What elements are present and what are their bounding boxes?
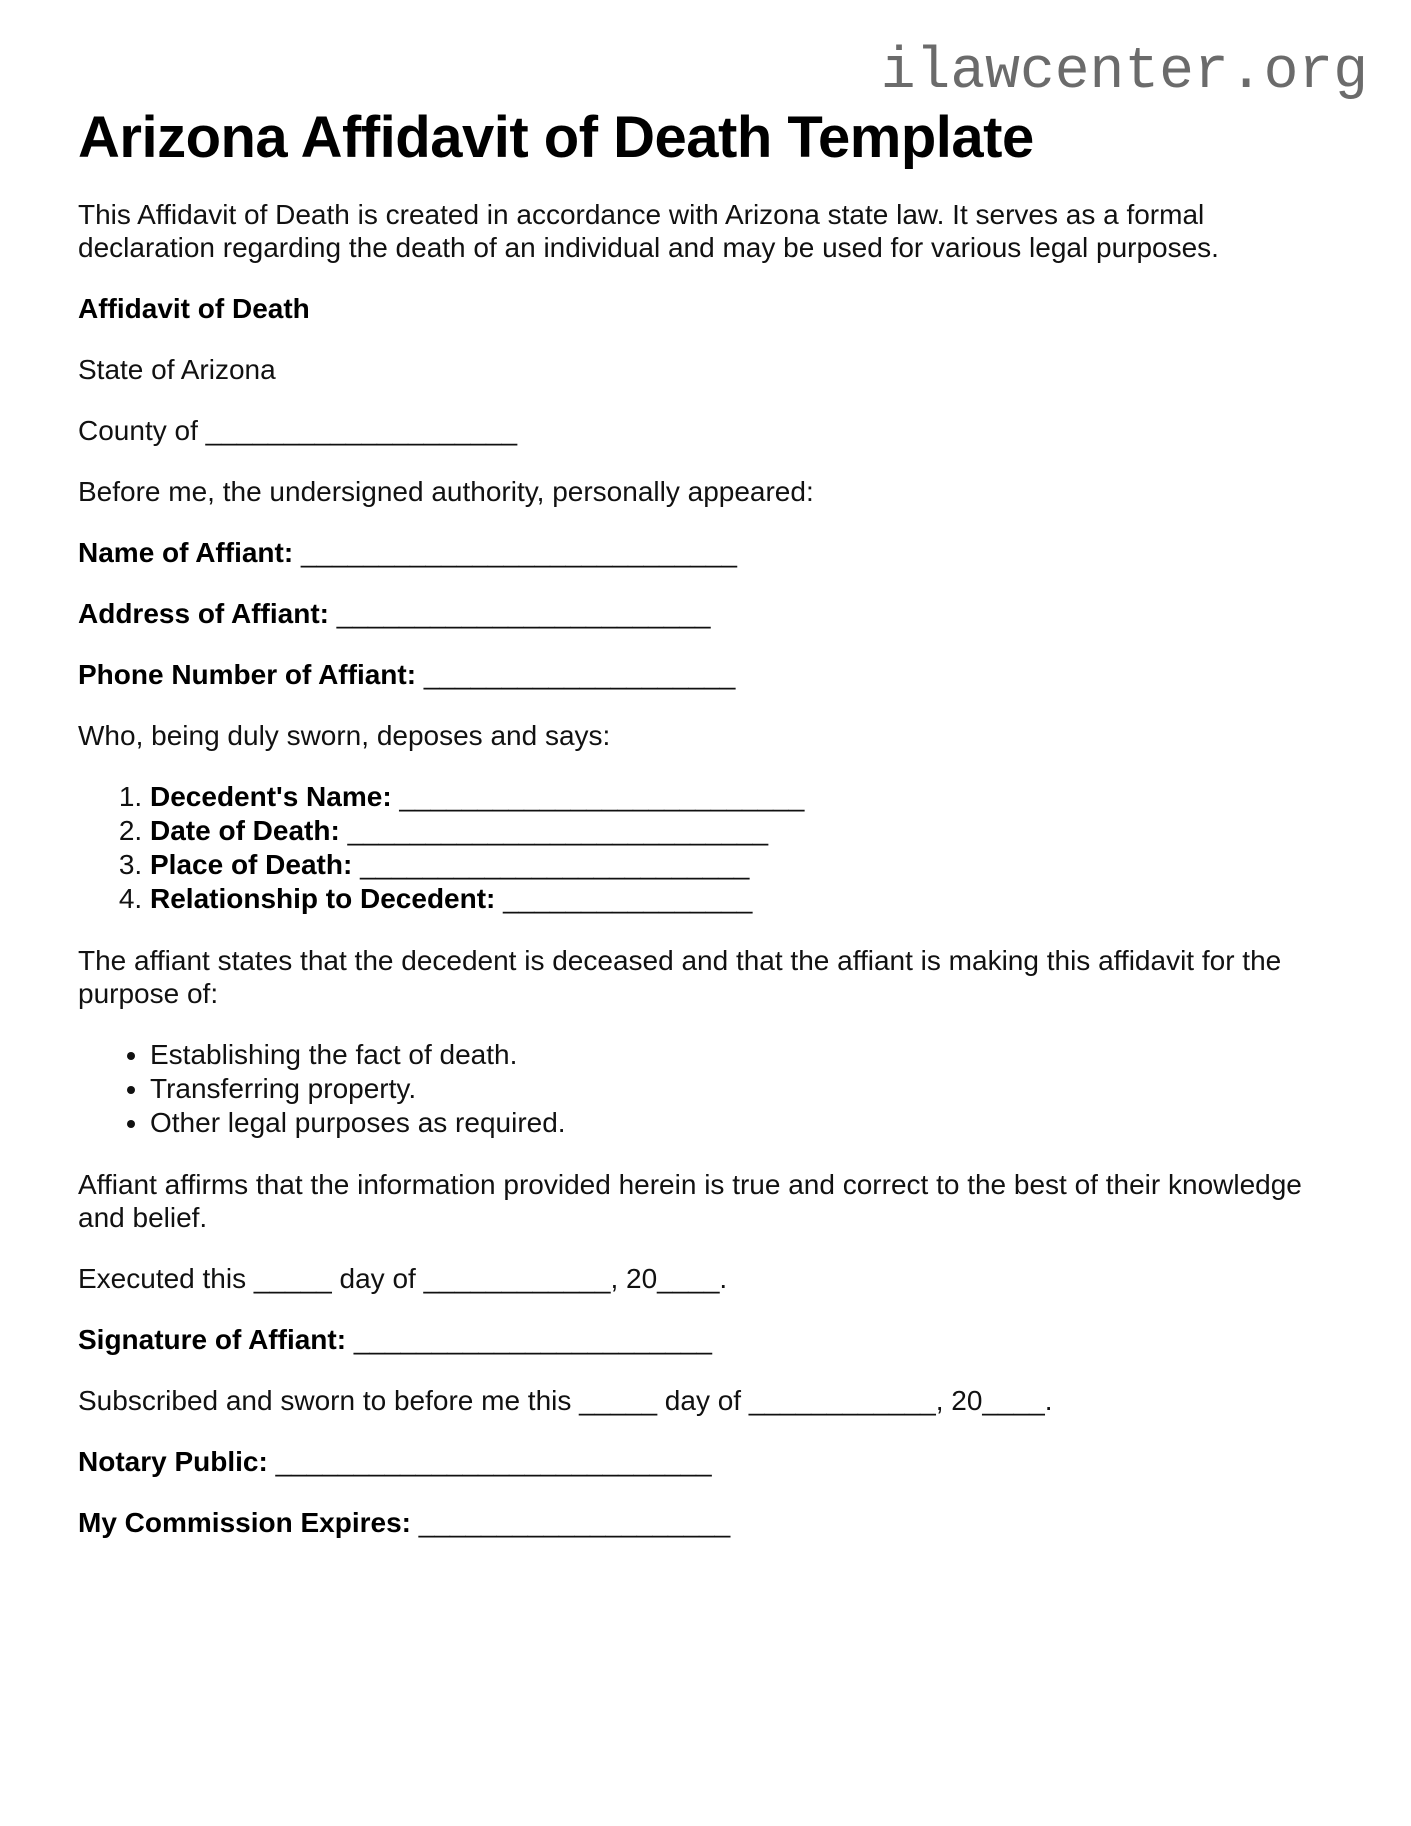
list-item: • Transferring property.: [150, 1072, 1318, 1106]
affiant-address-field: [78, 597, 1318, 630]
affiant-name-label: Name of Affiant:: [78, 537, 294, 568]
decedent-name-label: Decedent's Name:: [150, 781, 392, 812]
affirmation-paragraph: Affiant affirms that the information provided herein is true and correct to the best of their knowledge and belief.: [78, 1169, 1302, 1233]
list-item: [150, 780, 1318, 814]
signature-label: Signature of Affiant:: [78, 1324, 347, 1355]
relationship-label: Relationship to Decedent:: [150, 883, 496, 914]
notary-label: Notary Public:: [78, 1446, 268, 1477]
affiant-address-label: Address of Affiant:: [78, 598, 329, 629]
affiant-phone-blank-line: ____________________: [423, 659, 736, 690]
executed-line: Executed this _____ day of ____________, 20____.: [78, 1263, 728, 1294]
sworn-line: Who, being duly sworn, deposes and says:: [78, 720, 611, 751]
county-blank-line: ____________________: [205, 415, 518, 446]
page-title: Arizona Affidavit of Death Template: [78, 105, 1034, 170]
signature-field: [78, 1323, 1318, 1356]
list-item: • Other legal purposes as required.: [150, 1106, 1318, 1140]
decedent-detail-list: [78, 780, 1318, 916]
affiant-address-blank-line: ________________________: [336, 598, 711, 629]
commission-label: My Commission Expires:: [78, 1507, 411, 1538]
intro-paragraph: This Affidavit of Death is created in accordance with Arizona state law. It serves as a formal declaration regarding the death of an individual and may be used for various legal purposes.: [78, 199, 1219, 263]
list-item: [150, 882, 1318, 916]
affiant-phone-field: [78, 658, 1318, 691]
notary-field: [78, 1445, 1318, 1478]
list-item: [150, 814, 1318, 848]
commission-blank-line: ____________________: [418, 1507, 731, 1538]
document-body: [78, 198, 1318, 1539]
subscribed-line: Subscribed and sworn to before me this _____ day of ____________, 20____.: [78, 1385, 1053, 1416]
county-field: [78, 414, 1318, 447]
date-of-death-label: Date of Death:: [150, 815, 340, 846]
affiant-name-field: [78, 536, 1318, 569]
purpose-intro-paragraph: The affiant states that the decedent is deceased and that the affiant is making this affidavit for the purpose of:: [78, 945, 1282, 1009]
affiant-name-blank-line: ____________________________: [300, 537, 737, 568]
notary-blank-line: ____________________________: [275, 1446, 712, 1477]
state-line: State of Arizona: [78, 354, 276, 385]
place-of-death-label: Place of Death:: [150, 849, 353, 880]
list-item: • Establishing the fact of death.: [150, 1038, 1318, 1072]
purpose-bullet-list: [78, 1038, 1318, 1140]
list-item: [150, 848, 1318, 882]
relationship-blank-line: ________________: [503, 883, 753, 914]
signature-blank-line: _______________________: [353, 1324, 713, 1355]
affiant-phone-label: Phone Number of Affiant:: [78, 659, 417, 690]
commission-field: [78, 1506, 1318, 1539]
place-of-death-blank-line: _________________________: [360, 849, 750, 880]
before-me-line: Before me, the undersigned authority, personally appeared:: [78, 476, 814, 507]
date-of-death-blank-line: ___________________________: [347, 815, 769, 846]
section-heading: Affidavit of Death: [78, 293, 310, 324]
decedent-name-blank-line: __________________________: [399, 781, 805, 812]
site-watermark: ilawcenter.org: [880, 40, 1368, 105]
county-label: County of: [78, 415, 198, 446]
